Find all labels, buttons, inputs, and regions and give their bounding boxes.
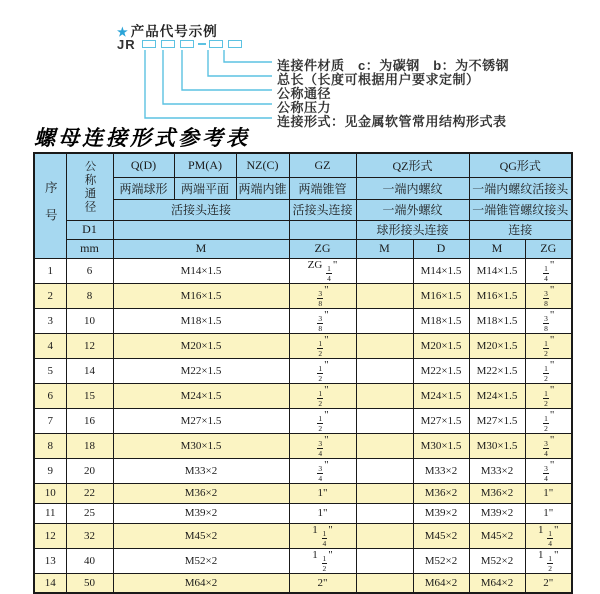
cell-qz-m xyxy=(356,433,413,458)
header-external-thread: 一端外螺纹 xyxy=(356,199,469,220)
cell-qg-m: M14×1.5 xyxy=(469,258,525,283)
cell-qz-m xyxy=(356,503,413,523)
cell-seq: 3 xyxy=(34,308,66,333)
header-ball-joint-connection: 球形接头连接 xyxy=(356,220,469,239)
cell-qz-d: M52×2 xyxy=(413,548,469,573)
header-row-descs xyxy=(34,177,572,199)
cell-qz-d: M45×2 xyxy=(413,523,469,548)
cell-qz-m xyxy=(356,408,413,433)
header-desc-nzc: 两端内锥 xyxy=(236,177,289,199)
cell-qz-d: M18×1.5 xyxy=(413,308,469,333)
cell-mm: 15 xyxy=(66,383,113,408)
header-union-connection-2: 活接头连接 xyxy=(289,199,356,220)
code-prefix: JR xyxy=(117,36,136,52)
cell-gz-zg: 1" xyxy=(289,483,356,503)
cell-seq: 5 xyxy=(34,358,66,383)
header-empty-1 xyxy=(113,220,289,239)
cell-m-thread: M30×1.5 xyxy=(113,433,289,458)
header-row-d1 xyxy=(34,220,572,239)
cell-qg-m: M33×2 xyxy=(469,458,525,483)
cell-gz-zg: $\frac{3}{8}$ " xyxy=(289,308,356,333)
table-body xyxy=(34,258,572,593)
cell-gz-zg: $\frac{1}{2}$ " xyxy=(289,358,356,383)
code-dash xyxy=(198,43,206,45)
cell-qz-d: M14×1.5 xyxy=(413,258,469,283)
cell-seq: 6 xyxy=(34,383,66,408)
cell-mm: 10 xyxy=(66,308,113,333)
cell-qg-zg: $\frac{1}{2}$ " xyxy=(525,408,572,433)
cell-m-thread: M22×1.5 xyxy=(113,358,289,383)
cell-qz-d: M27×1.5 xyxy=(413,408,469,433)
header-seq: 序号 xyxy=(34,153,66,258)
cell-qz-d: M39×2 xyxy=(413,503,469,523)
label-nominal-pressure: 公称压力 xyxy=(277,100,332,115)
cell-seq: 7 xyxy=(34,408,66,433)
cell-seq: 2 xyxy=(34,283,66,308)
cell-qz-d: M24×1.5 xyxy=(413,383,469,408)
table-row xyxy=(34,258,572,283)
code-placeholder-row xyxy=(117,38,245,50)
cell-mm: 32 xyxy=(66,523,113,548)
header-thread-zg1: ZG xyxy=(289,239,356,258)
header-mm: mm xyxy=(66,239,113,258)
cell-qz-m xyxy=(356,523,413,548)
table-row xyxy=(34,358,572,383)
cell-m-thread: M52×2 xyxy=(113,548,289,573)
cell-mm: 20 xyxy=(66,458,113,483)
code-box-3 xyxy=(180,40,194,48)
table-row xyxy=(34,458,572,483)
cell-mm: 18 xyxy=(66,433,113,458)
cell-gz-zg: 1" xyxy=(289,503,356,523)
cell-qg-m: M24×1.5 xyxy=(469,383,525,408)
cell-qg-m: M20×1.5 xyxy=(469,333,525,358)
cell-seq: 9 xyxy=(34,458,66,483)
label-connection-form: 连接形式：见金属软管常用结构形式表 xyxy=(277,114,507,129)
cell-mm: 16 xyxy=(66,408,113,433)
cell-mm: 22 xyxy=(66,483,113,503)
table-row xyxy=(34,383,572,408)
table-row xyxy=(34,308,572,333)
header-thread-m3: M xyxy=(469,239,525,258)
cell-gz-zg: $\frac{1}{2}$ " xyxy=(289,408,356,433)
cell-seq: 1 xyxy=(34,258,66,283)
header-row-codes xyxy=(34,153,572,177)
cell-qz-m xyxy=(356,258,413,283)
header-union-connection-1: 活接头连接 xyxy=(113,199,289,220)
cell-qg-zg: 1" xyxy=(525,503,572,523)
cell-m-thread: M64×2 xyxy=(113,573,289,593)
cell-m-thread: M27×1.5 xyxy=(113,408,289,433)
header-row-connection xyxy=(34,199,572,220)
cell-seq: 14 xyxy=(34,573,66,593)
cell-seq: 13 xyxy=(34,548,66,573)
cell-qz-d: M16×1.5 xyxy=(413,283,469,308)
header-desc-pma: 两端平面 xyxy=(174,177,236,199)
cell-qg-zg: $\frac{1}{2}$ " xyxy=(525,358,572,383)
cell-qg-zg: $\frac{3}{4}$ " xyxy=(525,433,572,458)
cell-qz-m xyxy=(356,483,413,503)
cell-qg-m: M52×2 xyxy=(469,548,525,573)
cell-mm: 8 xyxy=(66,283,113,308)
cell-gz-zg: 1 $\frac{1}{4}$ " xyxy=(289,523,356,548)
cell-m-thread: M33×2 xyxy=(113,458,289,483)
cell-qg-m: M39×2 xyxy=(469,503,525,523)
cell-qz-m xyxy=(356,308,413,333)
table-title: 螺母连接形式参考表 xyxy=(34,126,250,150)
label-total-length: 总长（长度可根据用户要求定制） xyxy=(277,72,480,87)
cell-gz-zg: ZG $\frac{1}{4}$ " xyxy=(289,258,356,283)
table-row xyxy=(34,408,572,433)
cell-qg-zg: $\frac{3}{8}$ " xyxy=(525,283,572,308)
header-desc-qd: 两端球形 xyxy=(113,177,174,199)
cell-qz-d: M33×2 xyxy=(413,458,469,483)
header-row-thread-cols xyxy=(34,239,572,258)
cell-qg-zg: 1 $\frac{1}{2}$ " xyxy=(525,548,572,573)
cell-qg-zg: 1 $\frac{1}{4}$ " xyxy=(525,523,572,548)
cell-qz-m xyxy=(356,283,413,308)
cell-qz-d: M64×2 xyxy=(413,573,469,593)
cell-qz-m xyxy=(356,333,413,358)
cell-seq: 10 xyxy=(34,483,66,503)
cell-qg-zg: 1" xyxy=(525,483,572,503)
cell-mm: 50 xyxy=(66,573,113,593)
cell-m-thread: M18×1.5 xyxy=(113,308,289,333)
cell-gz-zg: $\frac{1}{2}$ " xyxy=(289,333,356,358)
header-nominal-diameter: 公称通径 xyxy=(66,153,113,220)
header-code-qd: Q(D) xyxy=(113,153,174,177)
cell-seq: 11 xyxy=(34,503,66,523)
header-thread-d: D xyxy=(413,239,469,258)
label-nominal-diameter: 公称通径 xyxy=(277,86,332,101)
cell-gz-zg: $\frac{1}{2}$ " xyxy=(289,383,356,408)
header-code-qg: QG形式 xyxy=(469,153,572,177)
cell-qz-m xyxy=(356,573,413,593)
header-thread-m1: M xyxy=(113,239,289,258)
header-thread-zg2: ZG xyxy=(525,239,572,258)
nut-connection-table xyxy=(33,152,573,594)
header-desc-qz: 一端内螺纹 xyxy=(356,177,469,199)
cell-m-thread: M45×2 xyxy=(113,523,289,548)
cell-gz-zg: 1 $\frac{1}{2}$ " xyxy=(289,548,356,573)
header-desc-gz: 两端锥管 xyxy=(289,177,356,199)
header-d1: D1 xyxy=(66,220,113,239)
cell-qg-m: M30×1.5 xyxy=(469,433,525,458)
cell-qg-m: M27×1.5 xyxy=(469,408,525,433)
header-thread-m2: M xyxy=(356,239,413,258)
code-box-1 xyxy=(142,40,156,48)
cell-mm: 14 xyxy=(66,358,113,383)
table-row xyxy=(34,573,572,593)
cell-gz-zg: 2" xyxy=(289,573,356,593)
table-row xyxy=(34,548,572,573)
cell-gz-zg: $\frac{3}{4}$ " xyxy=(289,433,356,458)
cell-m-thread: M24×1.5 xyxy=(113,383,289,408)
cell-mm: 12 xyxy=(66,333,113,358)
table-row xyxy=(34,333,572,358)
cell-qg-zg: 2" xyxy=(525,573,572,593)
cell-qg-m: M36×2 xyxy=(469,483,525,503)
header-code-gz: GZ xyxy=(289,153,356,177)
cell-qg-zg: $\frac{3}{4}$ " xyxy=(525,458,572,483)
header-code-pma: PM(A) xyxy=(174,153,236,177)
diagram-heading-text: 产品代号示例 xyxy=(130,24,218,39)
cell-m-thread: M39×2 xyxy=(113,503,289,523)
cell-m-thread: M14×1.5 xyxy=(113,258,289,283)
cell-gz-zg: $\frac{3}{8}$ " xyxy=(289,283,356,308)
table-row xyxy=(34,433,572,458)
cell-seq: 12 xyxy=(34,523,66,548)
table-row xyxy=(34,523,572,548)
cell-qz-m xyxy=(356,548,413,573)
cell-qz-d: M30×1.5 xyxy=(413,433,469,458)
header-connection: 连接 xyxy=(469,220,572,239)
cell-mm: 6 xyxy=(66,258,113,283)
cell-qg-zg: $\frac{1}{2}$ " xyxy=(525,333,572,358)
code-box-2 xyxy=(161,40,175,48)
cell-mm: 25 xyxy=(66,503,113,523)
header-desc-qg: 一端内螺纹活接头 xyxy=(469,177,572,199)
header-code-qz: QZ形式 xyxy=(356,153,469,177)
cell-m-thread: M16×1.5 xyxy=(113,283,289,308)
header-code-nzc: NZ(C) xyxy=(236,153,289,177)
header-taper-thread-joint: 一端锥管螺纹接头 xyxy=(469,199,572,220)
cell-mm: 40 xyxy=(66,548,113,573)
star-icon: ★ xyxy=(117,25,129,39)
cell-qg-zg: $\frac{1}{2}$ " xyxy=(525,383,572,408)
cell-gz-zg: $\frac{3}{4}$ " xyxy=(289,458,356,483)
cell-qz-m xyxy=(356,458,413,483)
table-row xyxy=(34,503,572,523)
cell-qg-m: M16×1.5 xyxy=(469,283,525,308)
cell-qg-zg: $\frac{3}{8}$ " xyxy=(525,308,572,333)
code-box-4 xyxy=(209,40,223,48)
code-box-5 xyxy=(228,40,242,48)
header-empty-2 xyxy=(289,220,356,239)
table-row xyxy=(34,483,572,503)
cell-seq: 4 xyxy=(34,333,66,358)
cell-qz-d: M20×1.5 xyxy=(413,333,469,358)
label-material: 连接件材质 c：为碳钢 b：为不锈钢 xyxy=(277,58,510,73)
cell-m-thread: M20×1.5 xyxy=(113,333,289,358)
cell-qz-d: M22×1.5 xyxy=(413,358,469,383)
cell-qz-m xyxy=(356,358,413,383)
cell-qg-zg: $\frac{1}{4}$ " xyxy=(525,258,572,283)
cell-qg-m: M45×2 xyxy=(469,523,525,548)
cell-qz-m xyxy=(356,383,413,408)
cell-qz-d: M36×2 xyxy=(413,483,469,503)
cell-qg-m: M18×1.5 xyxy=(469,308,525,333)
cell-seq: 8 xyxy=(34,433,66,458)
cell-m-thread: M36×2 xyxy=(113,483,289,503)
cell-qg-m: M64×2 xyxy=(469,573,525,593)
table-row xyxy=(34,283,572,308)
cell-qg-m: M22×1.5 xyxy=(469,358,525,383)
